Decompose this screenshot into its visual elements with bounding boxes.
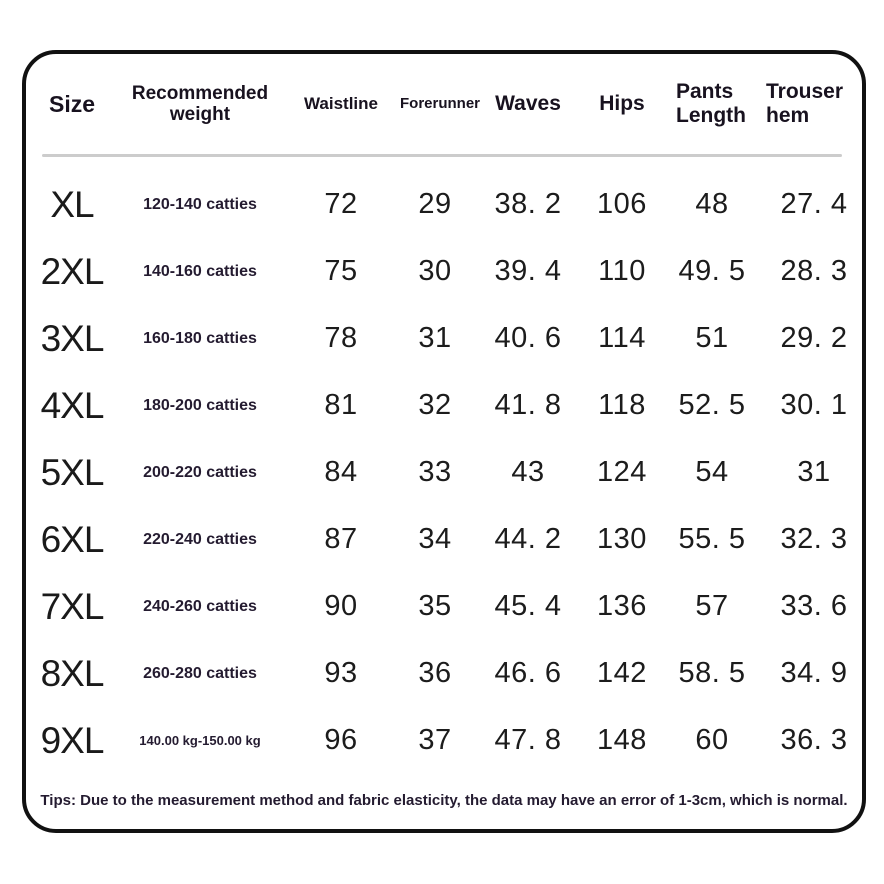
hips-cell: 136 bbox=[597, 590, 647, 622]
column-header-waves: Waves bbox=[495, 91, 561, 115]
forerunner-cell: 36 bbox=[418, 657, 452, 689]
weight-cell: 220-240 catties bbox=[143, 530, 257, 548]
waistline-cell: 81 bbox=[324, 389, 358, 421]
weight-cell: 180-200 catties bbox=[143, 396, 257, 414]
pants-length-cell: 55. 5 bbox=[678, 523, 746, 555]
size-chart-panel bbox=[22, 50, 866, 833]
trouser-hem-cell: 28. 3 bbox=[780, 255, 848, 287]
pants-length-cell: 51 bbox=[695, 322, 729, 354]
hips-cell: 118 bbox=[598, 389, 646, 421]
hips-cell: 124 bbox=[597, 456, 647, 488]
tip-text: Tips: Due to the measurement method and fabric elasticity, the data may have an error of 1-3cm, which is normal. bbox=[40, 792, 848, 809]
column-header-pants-length: Pants Length bbox=[676, 79, 746, 127]
waves-cell: 39. 4 bbox=[494, 255, 562, 287]
table-row bbox=[26, 171, 862, 238]
weight-cell: 200-220 catties bbox=[143, 463, 257, 481]
size-cell: 8XL bbox=[40, 652, 104, 694]
waistline-cell: 90 bbox=[324, 590, 358, 622]
pants-length-cell: 54 bbox=[695, 456, 729, 488]
table-row bbox=[26, 439, 862, 506]
column-header-trouser-hem: Trouser hem bbox=[766, 79, 844, 127]
waves-cell: 41. 8 bbox=[494, 389, 562, 421]
waistline-cell: 72 bbox=[324, 188, 358, 220]
table-row bbox=[26, 305, 862, 372]
waistline-cell: 75 bbox=[324, 255, 358, 287]
waves-cell: 47. 8 bbox=[494, 724, 562, 756]
trouser-hem-cell: 36. 3 bbox=[780, 724, 848, 756]
trouser-hem-cell: 33. 6 bbox=[780, 590, 848, 622]
column-header-weight: Recommended weight bbox=[131, 82, 269, 125]
hips-cell: 148 bbox=[597, 724, 647, 756]
trouser-hem-cell: 27. 4 bbox=[780, 188, 848, 220]
forerunner-cell: 30 bbox=[418, 255, 452, 287]
weight-cell: 140.00 kg-150.00 kg bbox=[139, 733, 261, 748]
size-cell: XL bbox=[50, 183, 94, 225]
column-header-forerunner: Forerunner bbox=[400, 95, 481, 113]
table-header-row bbox=[26, 54, 862, 154]
forerunner-cell: 34 bbox=[418, 523, 452, 555]
waistline-cell: 84 bbox=[324, 456, 358, 488]
forerunner-cell: 33 bbox=[418, 456, 452, 488]
trouser-hem-cell: 32. 3 bbox=[780, 523, 848, 555]
hips-cell: 110 bbox=[598, 255, 646, 287]
table-row bbox=[26, 238, 862, 305]
forerunner-cell: 29 bbox=[418, 188, 452, 220]
waistline-cell: 78 bbox=[324, 322, 358, 354]
column-header-size: Size bbox=[48, 90, 96, 117]
size-cell: 4XL bbox=[40, 384, 104, 426]
table-row bbox=[26, 640, 862, 707]
hips-cell: 130 bbox=[597, 523, 647, 555]
size-cell: 9XL bbox=[40, 719, 104, 761]
forerunner-cell: 37 bbox=[418, 724, 452, 756]
pants-length-cell: 57 bbox=[695, 590, 729, 622]
trouser-hem-cell: 30. 1 bbox=[780, 389, 848, 421]
waves-cell: 46. 6 bbox=[494, 657, 562, 689]
table-row bbox=[26, 707, 862, 774]
size-cell: 7XL bbox=[40, 585, 104, 627]
forerunner-cell: 35 bbox=[418, 590, 452, 622]
trouser-hem-cell: 29. 2 bbox=[780, 322, 848, 354]
pants-length-cell: 49. 5 bbox=[678, 255, 746, 287]
size-cell: 2XL bbox=[40, 250, 104, 292]
trouser-hem-cell: 34. 9 bbox=[780, 657, 848, 689]
weight-cell: 260-280 catties bbox=[143, 664, 257, 682]
trouser-hem-cell: 31 bbox=[797, 456, 831, 488]
waistline-cell: 96 bbox=[324, 724, 358, 756]
size-cell: 5XL bbox=[40, 451, 104, 493]
waves-cell: 44. 2 bbox=[494, 523, 562, 555]
size-cell: 6XL bbox=[40, 518, 104, 560]
forerunner-cell: 32 bbox=[418, 389, 452, 421]
table-row bbox=[26, 372, 862, 439]
table-row bbox=[26, 573, 862, 640]
weight-cell: 120-140 catties bbox=[143, 195, 257, 213]
pants-length-cell: 58. 5 bbox=[678, 657, 746, 689]
waves-cell: 45. 4 bbox=[494, 590, 562, 622]
forerunner-cell: 31 bbox=[418, 322, 452, 354]
weight-cell: 160-180 catties bbox=[143, 329, 257, 347]
pants-length-cell: 48 bbox=[695, 188, 729, 220]
pants-length-cell: 52. 5 bbox=[678, 389, 746, 421]
table-row bbox=[26, 506, 862, 573]
weight-cell: 240-260 catties bbox=[143, 597, 257, 615]
waistline-cell: 93 bbox=[324, 657, 358, 689]
hips-cell: 114 bbox=[598, 322, 646, 354]
waves-cell: 38. 2 bbox=[494, 188, 562, 220]
hips-cell: 106 bbox=[597, 188, 647, 220]
size-cell: 3XL bbox=[40, 317, 104, 359]
column-header-waistline: Waistline bbox=[304, 94, 378, 114]
weight-cell: 140-160 catties bbox=[143, 262, 257, 280]
hips-cell: 142 bbox=[597, 657, 647, 689]
column-header-hips: Hips bbox=[599, 91, 645, 115]
pants-length-cell: 60 bbox=[695, 724, 729, 756]
waistline-cell: 87 bbox=[324, 523, 358, 555]
waves-cell: 43 bbox=[511, 456, 545, 488]
table-body bbox=[26, 157, 862, 774]
waves-cell: 40. 6 bbox=[494, 322, 562, 354]
